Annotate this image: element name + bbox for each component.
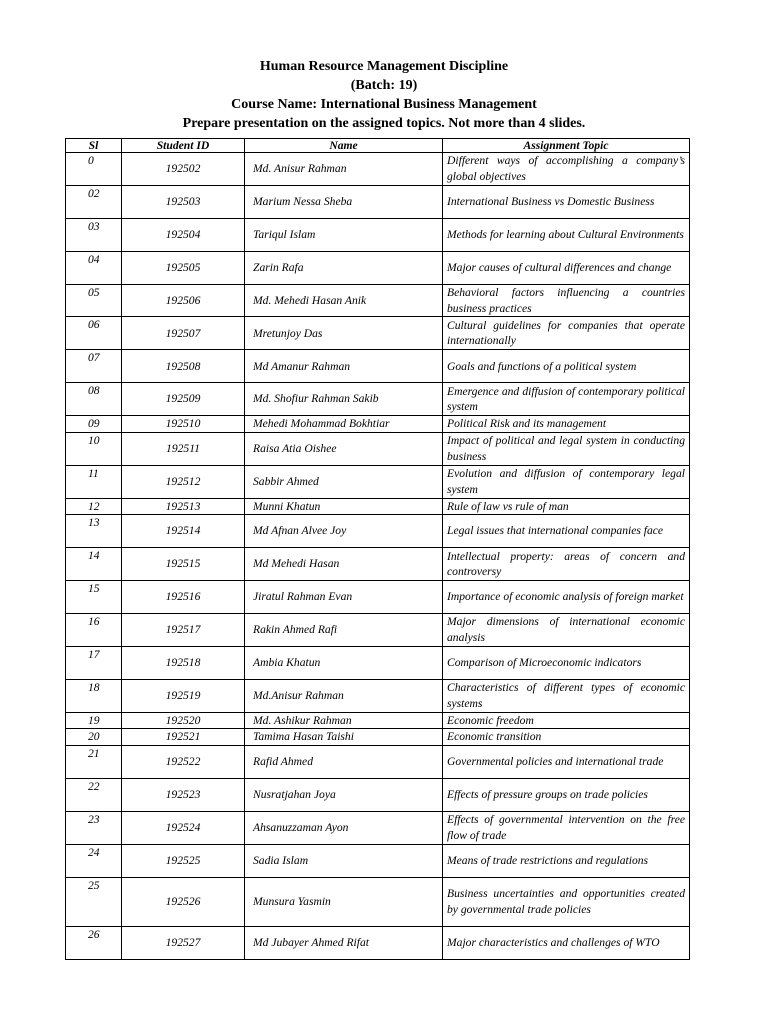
- row-student-id: 192523: [122, 778, 245, 811]
- row-sl: 24: [66, 844, 122, 877]
- row-sl: 18: [66, 679, 122, 712]
- row-topic: Characteristics of different types of economic systems: [443, 679, 690, 712]
- row-student-id: 192502: [122, 153, 245, 186]
- row-name: Md Mehedi Hasan: [245, 548, 443, 581]
- row-name: Munni Khatun: [245, 498, 443, 515]
- row-sl: 05: [66, 284, 122, 317]
- table-row: [66, 581, 690, 614]
- row-student-id: 192520: [122, 712, 245, 729]
- row-sl: 04: [66, 251, 122, 284]
- row-student-id: 192514: [122, 515, 245, 548]
- row-topic: Effects of pressure groups on trade policies: [443, 778, 690, 811]
- table-row: [66, 746, 690, 779]
- row-name: Md Afnan Alvee Joy: [245, 515, 443, 548]
- row-student-id: 192513: [122, 498, 245, 515]
- table-row: [66, 218, 690, 251]
- table-row: [66, 844, 690, 877]
- row-name: Md Amanur Rahman: [245, 350, 443, 383]
- row-sl: 21: [66, 746, 122, 779]
- row-student-id: 192525: [122, 844, 245, 877]
- row-sl: 19: [66, 712, 122, 729]
- row-name: Raisa Atia Oishee: [245, 432, 443, 465]
- table-row: [66, 251, 690, 284]
- row-topic: Cultural guidelines for companies that operate internationally: [443, 317, 690, 350]
- row-student-id: 192518: [122, 646, 245, 679]
- table-body: [66, 153, 690, 960]
- table-row: [66, 679, 690, 712]
- table-row: [66, 153, 690, 186]
- row-sl: 0: [66, 153, 122, 186]
- row-sl: 26: [66, 926, 122, 959]
- table-row: [66, 778, 690, 811]
- row-student-id: 192516: [122, 581, 245, 614]
- row-name: Sadia Islam: [245, 844, 443, 877]
- table-row: [66, 465, 690, 498]
- row-topic: Evolution and diffusion of contemporary legal system: [443, 465, 690, 498]
- row-sl: 22: [66, 778, 122, 811]
- table-row: [66, 498, 690, 515]
- row-name: Munsura Yasmin: [245, 877, 443, 926]
- row-topic: Comparison of Microeconomic indicators: [443, 646, 690, 679]
- table-row: [66, 729, 690, 746]
- row-topic: International Business vs Domestic Business: [443, 185, 690, 218]
- row-student-id: 192508: [122, 350, 245, 383]
- row-student-id: 192509: [122, 383, 245, 416]
- row-sl: 08: [66, 383, 122, 416]
- row-topic: Governmental policies and international trade: [443, 746, 690, 779]
- row-name: Md. Anisur Rahman: [245, 153, 443, 186]
- table-row: [66, 515, 690, 548]
- row-student-id: 192524: [122, 811, 245, 844]
- table-row: [66, 416, 690, 433]
- row-topic: Major causes of cultural differences and change: [443, 251, 690, 284]
- row-sl: 06: [66, 317, 122, 350]
- row-name: Marium Nessa Sheba: [245, 185, 443, 218]
- document-header: [0, 57, 768, 133]
- row-sl: 02: [66, 185, 122, 218]
- row-student-id: 192515: [122, 548, 245, 581]
- row-student-id: 192522: [122, 746, 245, 779]
- column-header-name: Name: [245, 139, 443, 153]
- row-student-id: 192517: [122, 613, 245, 646]
- row-sl: 09: [66, 416, 122, 433]
- row-student-id: 192503: [122, 185, 245, 218]
- row-sl: 15: [66, 581, 122, 614]
- table-row: [66, 383, 690, 416]
- row-sl: 10: [66, 432, 122, 465]
- row-name: Md Jubayer Ahmed Rifat: [245, 926, 443, 959]
- row-sl: 11: [66, 465, 122, 498]
- row-topic: Major characteristics and challenges of WTO: [443, 926, 690, 959]
- row-name: Tamima Hasan Taishi: [245, 729, 443, 746]
- table-row: [66, 811, 690, 844]
- row-topic: Rule of law vs rule of man: [443, 498, 690, 515]
- row-student-id: 192506: [122, 284, 245, 317]
- row-student-id: 192505: [122, 251, 245, 284]
- table-row: [66, 548, 690, 581]
- row-sl: 20: [66, 729, 122, 746]
- row-name: Md. Mehedi Hasan Anik: [245, 284, 443, 317]
- row-name: Jiratul Rahman Evan: [245, 581, 443, 614]
- row-sl: 23: [66, 811, 122, 844]
- row-name: Nusratjahan Joya: [245, 778, 443, 811]
- row-topic: Goals and functions of a political system: [443, 350, 690, 383]
- row-student-id: 192512: [122, 465, 245, 498]
- table-header-row: [66, 139, 690, 153]
- row-name: Zarin Rafa: [245, 251, 443, 284]
- row-sl: 25: [66, 877, 122, 926]
- assignment-table: [65, 138, 690, 960]
- column-header-student-id: Student ID: [122, 139, 245, 153]
- row-name: Rafid Ahmed: [245, 746, 443, 779]
- row-name: Mehedi Mohammad Bokhtiar: [245, 416, 443, 433]
- row-student-id: 192519: [122, 679, 245, 712]
- table-row: [66, 613, 690, 646]
- table-row: [66, 432, 690, 465]
- row-name: Ahsanuzzaman Ayon: [245, 811, 443, 844]
- row-topic: Methods for learning about Cultural Environments: [443, 218, 690, 251]
- row-name: Mretunjoy Das: [245, 317, 443, 350]
- row-sl: 13: [66, 515, 122, 548]
- row-sl: 12: [66, 498, 122, 515]
- row-topic: Major dimensions of international economic analysis: [443, 613, 690, 646]
- column-header-sl: Sl: [66, 139, 122, 153]
- row-sl: 03: [66, 218, 122, 251]
- table-row: [66, 350, 690, 383]
- row-sl: 17: [66, 646, 122, 679]
- row-student-id: 192507: [122, 317, 245, 350]
- row-name: Ambia Khatun: [245, 646, 443, 679]
- row-topic: Means of trade restrictions and regulations: [443, 844, 690, 877]
- row-student-id: 192510: [122, 416, 245, 433]
- row-topic: Effects of governmental intervention on the free flow of trade: [443, 811, 690, 844]
- row-topic: Business uncertainties and opportunities created by governmental trade policies: [443, 877, 690, 926]
- table-row: [66, 712, 690, 729]
- row-topic: Emergence and diffusion of contemporary political system: [443, 383, 690, 416]
- row-topic: Economic transition: [443, 729, 690, 746]
- column-header-topic: Assignment Topic: [443, 139, 690, 153]
- course-name: Course Name: International Business Management: [231, 97, 537, 112]
- row-name: Rakin Ahmed Rafi: [245, 613, 443, 646]
- row-topic: Different ways of accomplishing a company’s global objectives: [443, 153, 690, 186]
- table-row: [66, 877, 690, 926]
- row-name: Sabbir Ahmed: [245, 465, 443, 498]
- row-student-id: 192521: [122, 729, 245, 746]
- row-name: Md. Shofiur Rahman Sakib: [245, 383, 443, 416]
- row-topic: Intellectual property: areas of concern and controversy: [443, 548, 690, 581]
- row-name: Tariqul Islam: [245, 218, 443, 251]
- row-student-id: 192526: [122, 877, 245, 926]
- row-topic: Importance of economic analysis of foreign market: [443, 581, 690, 614]
- row-topic: Economic freedom: [443, 712, 690, 729]
- table-row: [66, 646, 690, 679]
- table-row: [66, 185, 690, 218]
- table-row: [66, 284, 690, 317]
- row-sl: 16: [66, 613, 122, 646]
- instructions: Prepare presentation on the assigned topics. Not more than 4 slides.: [182, 116, 586, 131]
- table-row: [66, 926, 690, 959]
- discipline-title: Human Resource Management Discipline: [259, 59, 509, 74]
- batch-label: (Batch: 19): [350, 78, 418, 93]
- row-topic: Behavioral factors influencing a countries business practices: [443, 284, 690, 317]
- row-student-id: 192511: [122, 432, 245, 465]
- row-name: Md. Ashikur Rahman: [245, 712, 443, 729]
- row-sl: 14: [66, 548, 122, 581]
- row-name: Md.Anisur Rahman: [245, 679, 443, 712]
- table-row: [66, 317, 690, 350]
- row-student-id: 192504: [122, 218, 245, 251]
- row-topic: Impact of political and legal system in conducting business: [443, 432, 690, 465]
- row-sl: 07: [66, 350, 122, 383]
- row-student-id: 192527: [122, 926, 245, 959]
- row-topic: Political Risk and its management: [443, 416, 690, 433]
- row-topic: Legal issues that international companies face: [443, 515, 690, 548]
